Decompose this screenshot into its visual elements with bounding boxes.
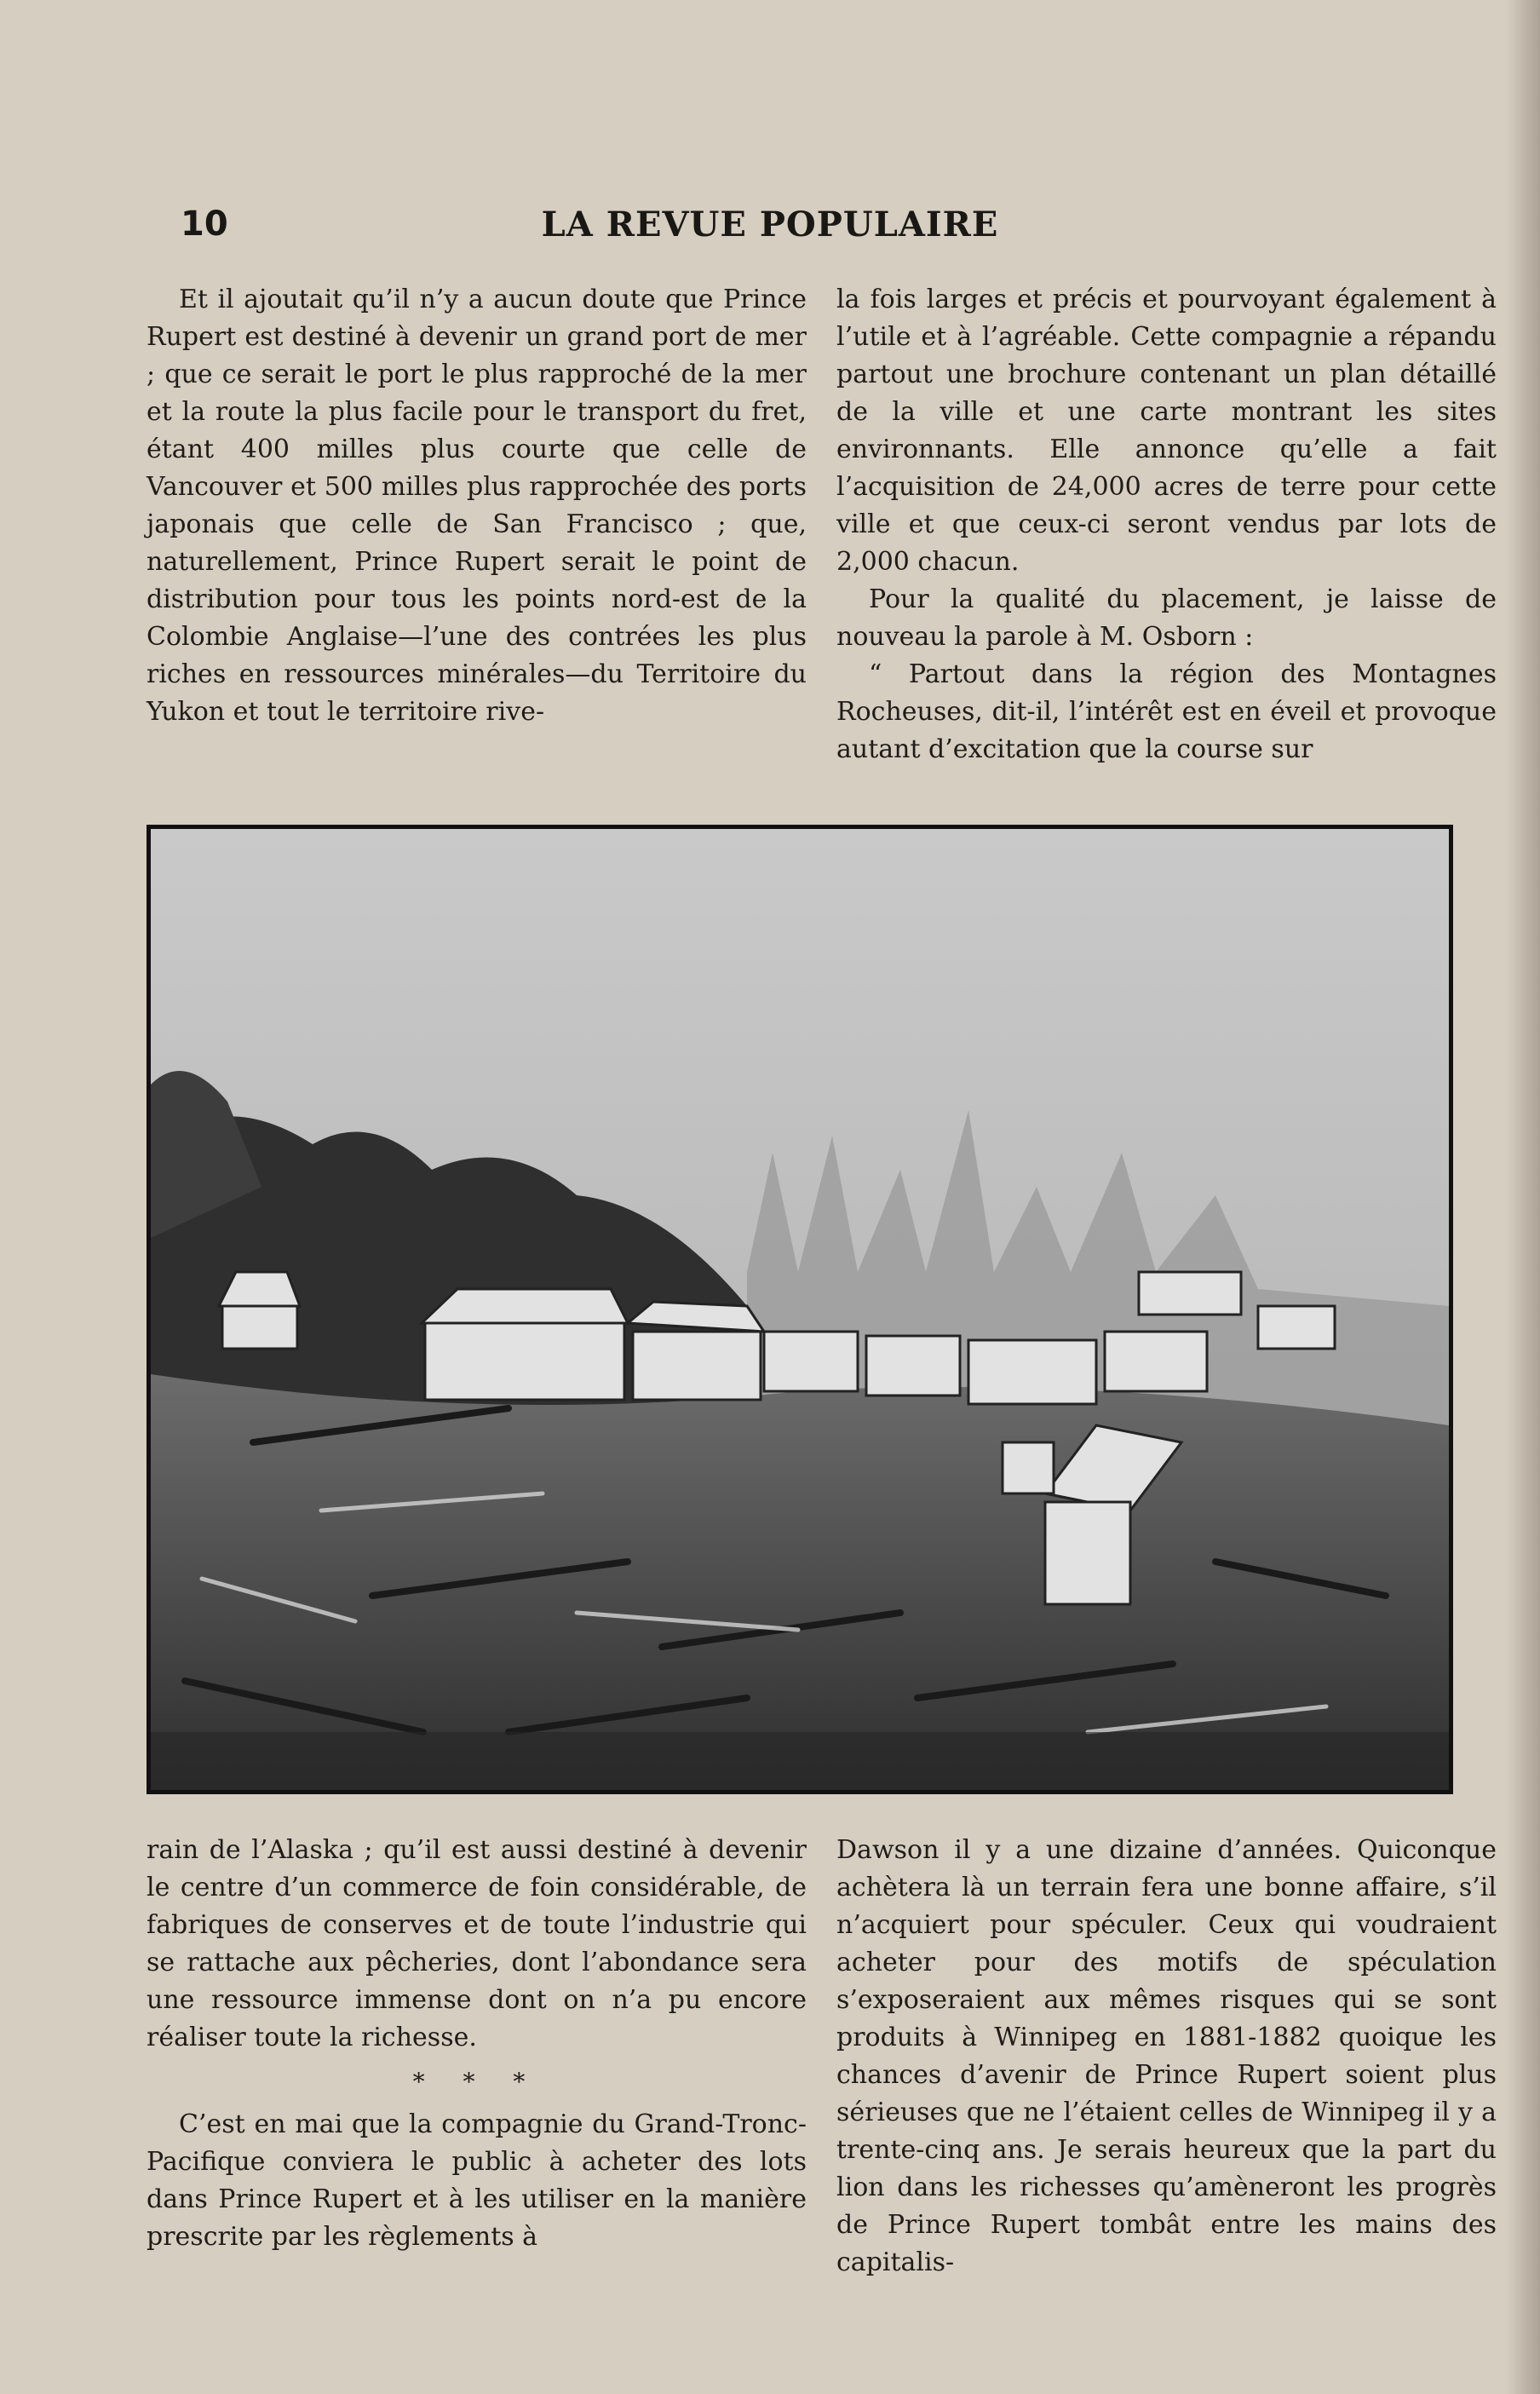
column-top-right: [836, 281, 1497, 768]
column-bottom-left: [147, 1832, 807, 2256]
photograph-settlement: [147, 825, 1453, 1794]
column-top-left: [147, 281, 807, 731]
page-edge-shadow: [1506, 0, 1540, 2394]
settlement-photo-image: [151, 829, 1449, 1790]
column-bottom-right: [836, 1832, 1497, 2282]
paragraph: “ Partout dans la région des Montagnes Rocheuses, dit-il, l’intérêt est en éveil et provoque autant d’excitation que la course sur: [836, 659, 1497, 764]
paragraph: Pour la qualité du placement, je laisse de nouveau la parole à M. Osborn :: [836, 584, 1497, 652]
page-number: 10: [181, 204, 228, 244]
running-title: LA REVUE POPULAIRE: [541, 204, 999, 245]
paragraph: Et il ajoutait qu’il n’y a aucun doute que Prince Rupert est destiné à devenir un grand port de mer ; que ce serait le port le plus rapproché de la mer et la route la plus facile pour le transport du fret, étant 400 milles plus courte que celle de Vancouver et 500 milles plus rapprochée des ports japonais que celle de San Francisco ; que, naturellement, Prince Rupert serait le point de distribution pour tous les points nord-est de la Colombie Anglaise—l’une des contrées les plus riches en ressources minérales—du Territoire du Yukon et tout le territoire rive-: [147, 285, 807, 727]
paragraph: la fois larges et précis et pourvoyant également à l’utile et à l’agréable. Cette compagnie a répandu partout une brochure contenant un plan détaillé de la ville et une carte montrant les sites environnants. Elle annonce qu’elle a fait l’acquisition de 24,000 acres de terre pour cette ville et que ceux-ci seront vendus par lots de 2,000 chacun.: [836, 285, 1497, 577]
section-break-asterisms: * * *: [412, 2068, 541, 2096]
paragraph: Dawson il y a une dizaine d’années. Quiconque achètera là un terrain fera une bonne affaire, s’il n’acquiert pour spéculer. Ceux qui voudraient acheter pour des motifs de spéculation s’exposeraient aux mêmes risques qui se sont produits à Winnipeg en 1881-1882 quoique les chances d’avenir de Prince Rupert soient plus sérieuses que ne l’étaient celles de Winnipeg il y a trente-cinq ans. Je serais heureux que la part du lion dans les richesses qu’amèneront les progrès de Prince Rupert tombât entre les mains des capitalis-: [836, 1835, 1497, 2277]
paragraph: rain de l’Alaska ; qu’il est aussi destiné à devenir le centre d’un commerce de foin considérable, de fabriques de conserves et de toute l’industrie qui se rattache aux pêcheries, dont l’abondance sera une ressource immense dont on n’a pu encore réaliser toute la richesse.: [147, 1835, 807, 2052]
page-header: [0, 204, 1540, 247]
paragraph: C’est en mai que la compagnie du Grand-Tronc-Pacifique conviera le public à acheter des lots dans Prince Rupert et à les utiliser en la manière prescrite par les règlements à: [147, 2109, 807, 2252]
